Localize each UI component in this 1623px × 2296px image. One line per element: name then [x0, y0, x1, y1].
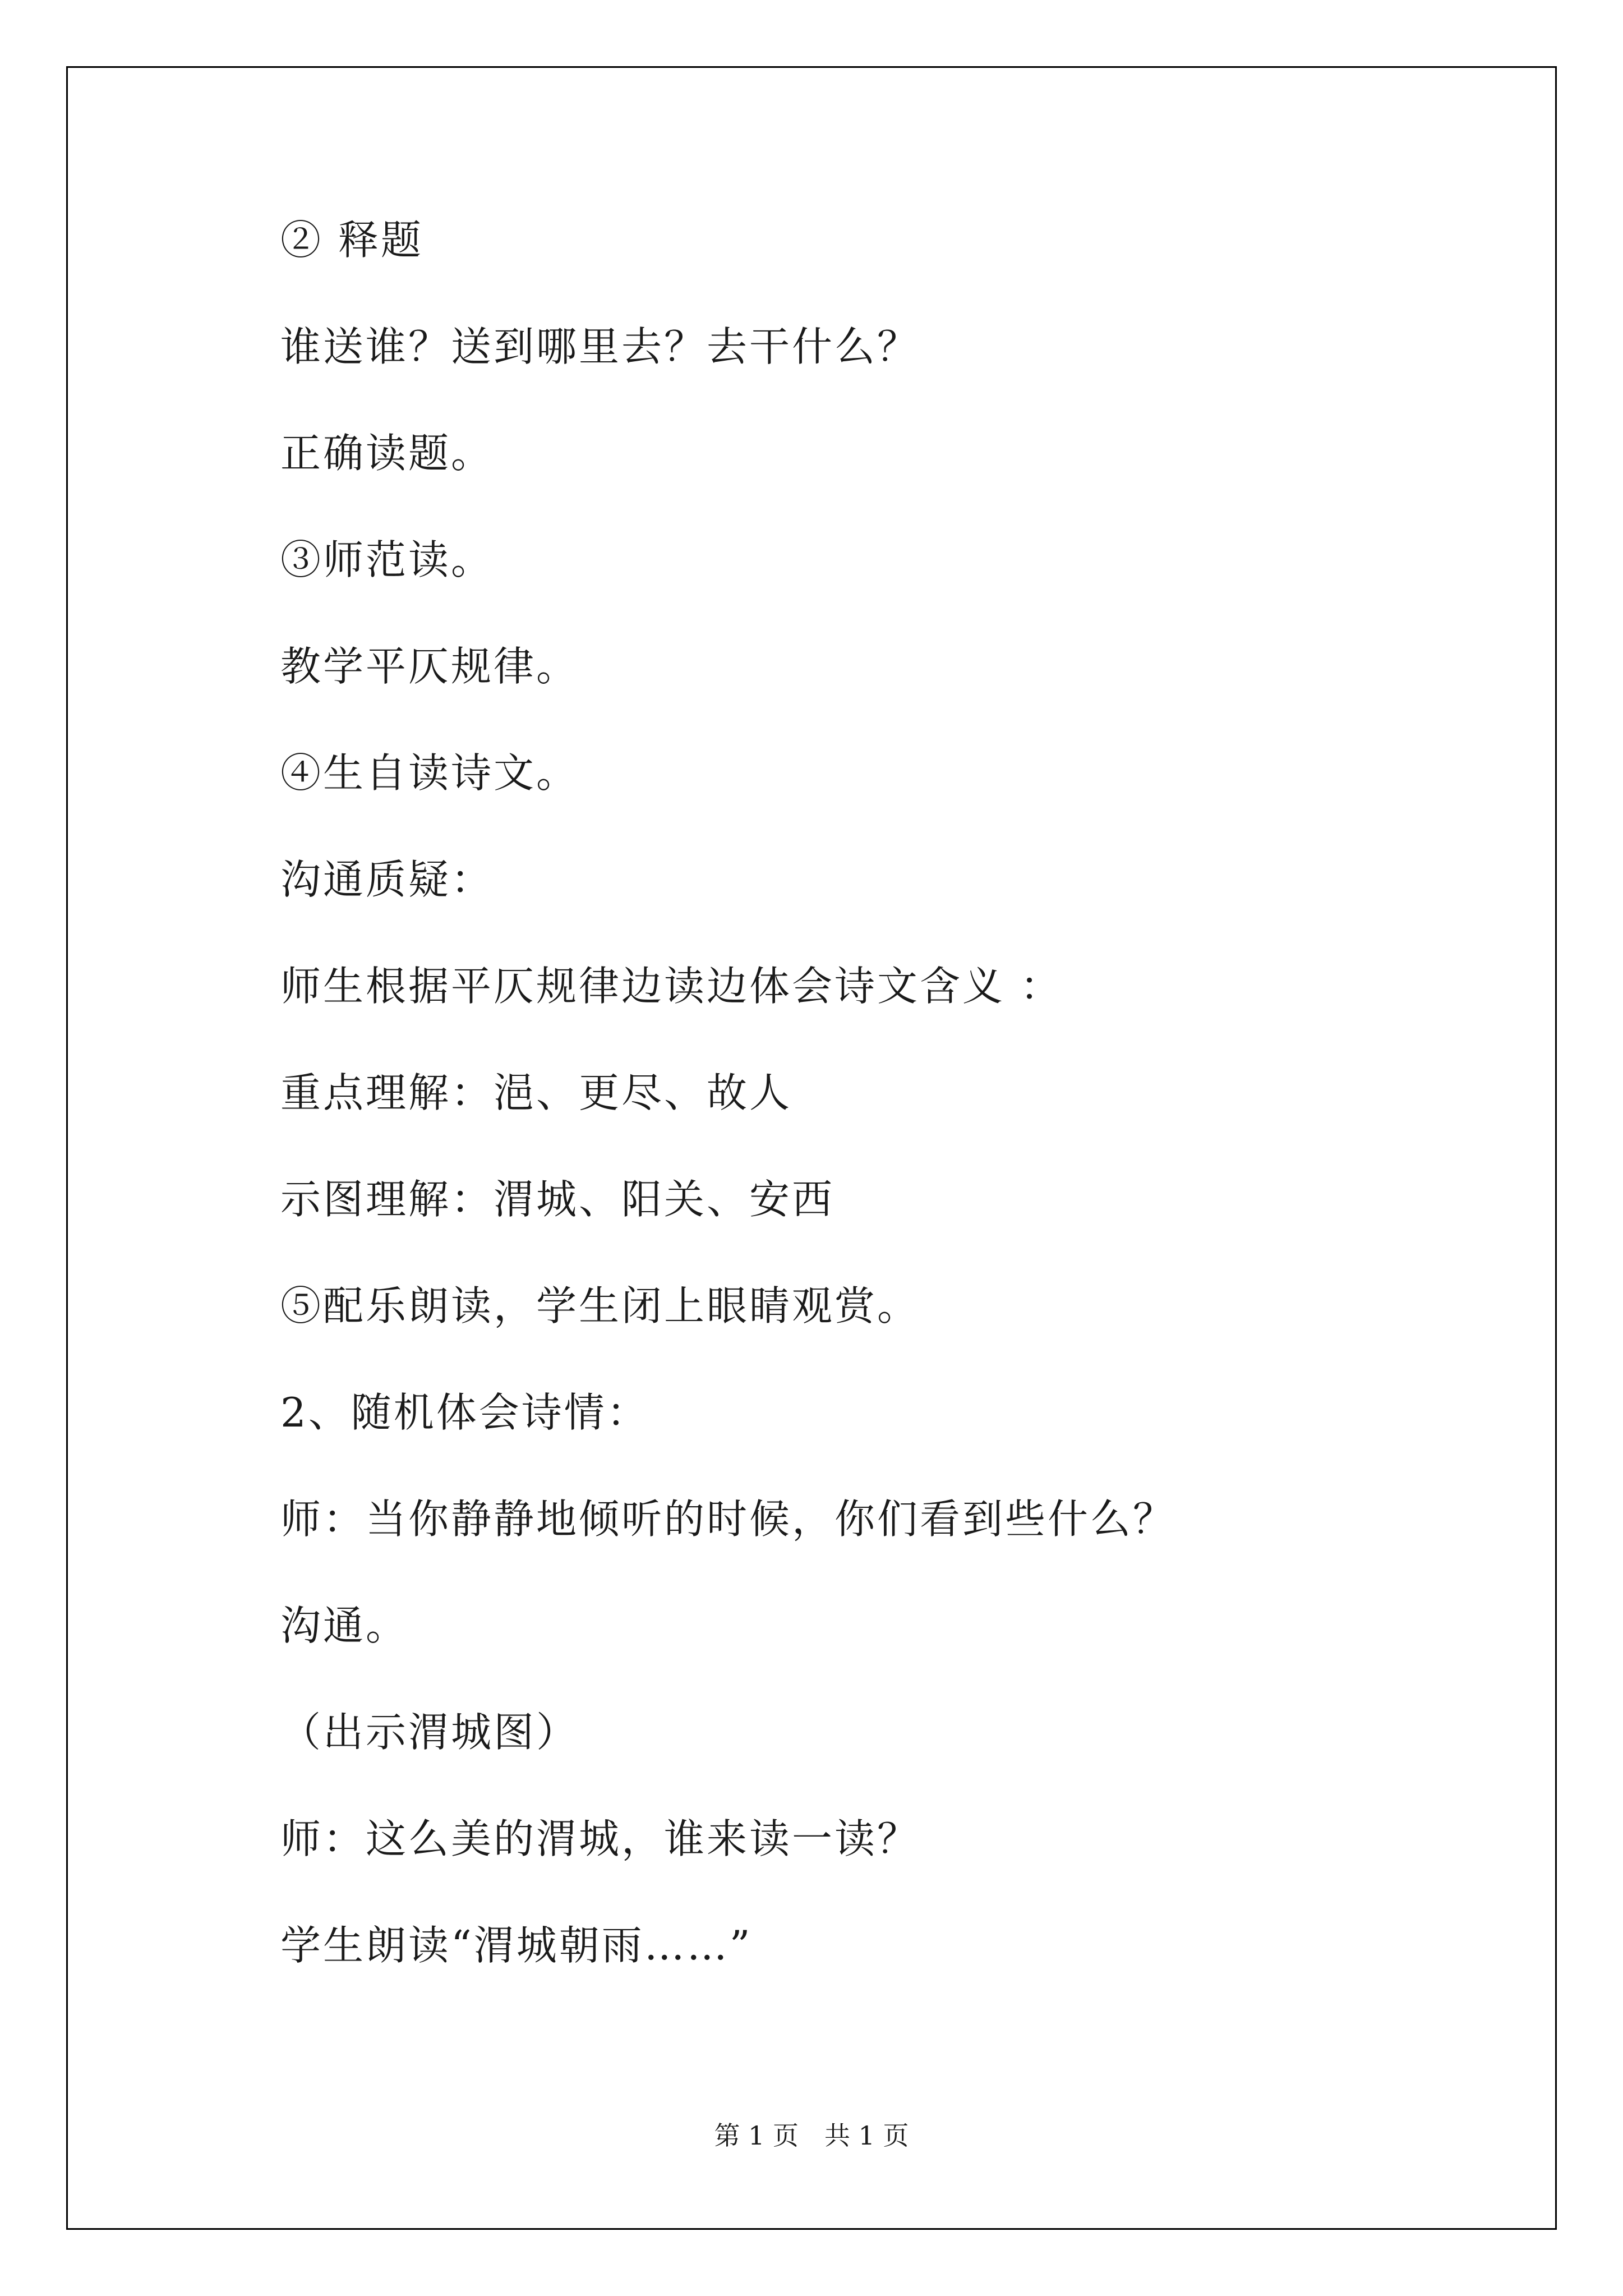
text-line: 谁送谁？送到哪里去？去干什么？ — [280, 323, 920, 370]
text-line: 师生根据平仄规律边读边体会诗文含义 ： — [280, 963, 1063, 1010]
text-line: 学生朗读“渭城朝雨……” — [280, 1922, 753, 1969]
text-line: 师：这么美的渭城，谁来读一读？ — [280, 1815, 920, 1862]
text-line: 重点理解：浥、更尽、故人 — [280, 1069, 792, 1116]
page-footer: 第 1 页 共 1 页 — [714, 2120, 909, 2151]
text-line: 2、随机体会诗情： — [280, 1389, 649, 1436]
text-line: ⑤配乐朗读，学生闭上眼睛观赏。 — [280, 1282, 920, 1329]
text-line: ④生自读诗文。 — [280, 749, 579, 797]
text-line: ③师范读。 — [280, 536, 494, 583]
text-line: 沟通。 — [280, 1602, 409, 1649]
page-border — [66, 66, 1557, 2230]
text-line: 沟通质疑： — [280, 856, 494, 903]
text-line: 教学平仄规律。 — [280, 643, 579, 690]
text-line: 示图理解：渭城、阳关、安西 — [280, 1176, 835, 1223]
text-line: 正确读题。 — [280, 430, 494, 477]
text-line: ② 释题 — [280, 217, 423, 264]
text-line: （出示渭城图） — [280, 1709, 579, 1756]
text-line: 师：当你静静地倾听的时候，你们看到些什么？ — [280, 1496, 1176, 1543]
